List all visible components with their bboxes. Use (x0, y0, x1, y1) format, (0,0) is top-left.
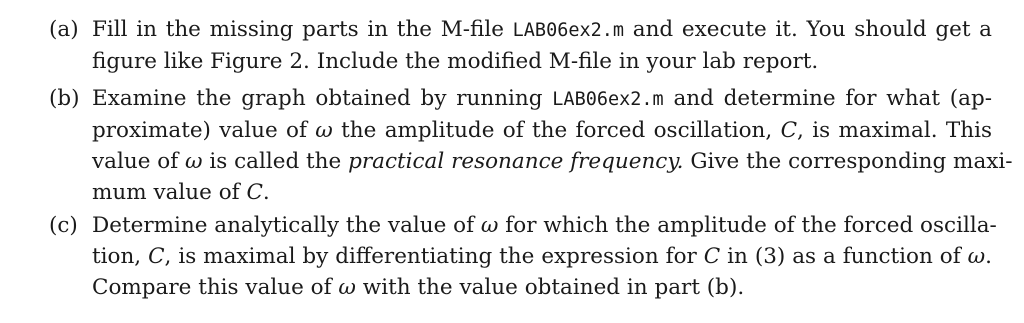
mfile-name: LAB06ex2.m (512, 20, 625, 41)
omega-symbol: ω (338, 275, 356, 300)
item-b-line-2: proximate) value of ω the amplitude of the forced oscillation, C, is maximal. This (92, 118, 993, 143)
omega-symbol: ω (480, 213, 499, 238)
omega-symbol: ω (184, 149, 203, 174)
item-body-c (92, 210, 997, 303)
amplitude-symbol: C (246, 180, 263, 205)
item-b-line-1: Examine the graph obtained by running LAB06ex2.m and determine for what (ap- (92, 86, 992, 111)
amplitude-symbol: C (780, 118, 798, 143)
item-b-line-3: value of ω is called the practical resonance frequency. Give the corresponding maxi- (92, 149, 1013, 174)
omega-symbol: ω (315, 118, 333, 143)
item-a-line-2: figure like Figure 2. Include the modified M-file in your lab report. (92, 49, 819, 74)
omega-symbol: ω (967, 244, 986, 269)
item-a-line-1: Fill in the missing parts in the M-file LAB06ex2.m and execute it. You should get a (92, 17, 992, 42)
item-c-line-2: tion, C, is maximal by differentiating the expression for C in (3) as a function of ω. (92, 244, 992, 269)
item-marker-c: (c) (49, 213, 78, 238)
item-marker-b: (b) (49, 86, 80, 111)
item-b-line-4: mum value of C. (92, 180, 270, 205)
amplitude-symbol: C (148, 244, 165, 269)
item-body-b (92, 83, 1013, 208)
item-c-line-3: Compare this value of ω with the value obtained in part (b). (92, 275, 745, 300)
item-body-a (92, 14, 992, 77)
mfile-name: LAB06ex2.m (552, 89, 664, 110)
amplitude-symbol: C (703, 244, 721, 269)
item-c-line-1: Determine analytically the value of ω for which the amplitude of the forced oscilla- (92, 213, 997, 238)
emphasized-term: practical resonance frequency. (348, 149, 684, 174)
item-marker-a: (a) (49, 17, 79, 42)
